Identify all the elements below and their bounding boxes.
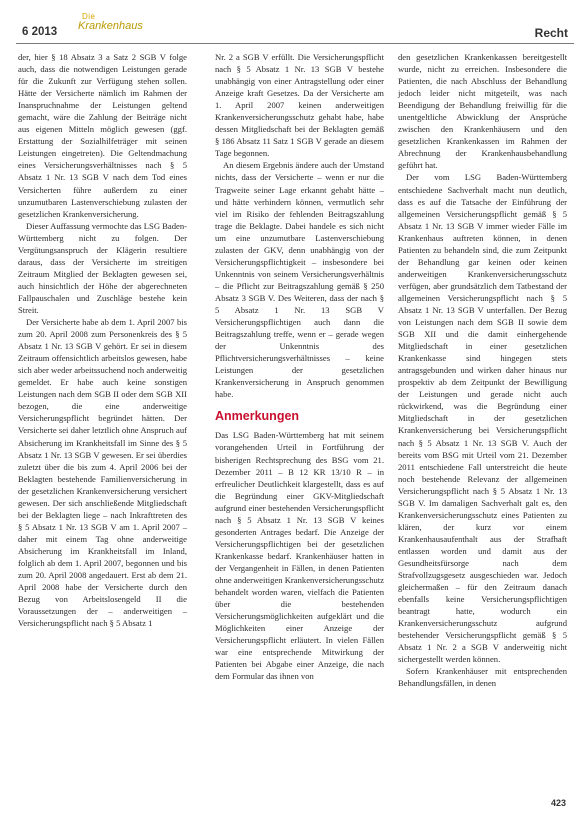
section-heading: Anmerkungen	[215, 409, 300, 424]
paragraph: der, hier § 18 Absatz 3 a Satz 2 SGB V folge auch, dass die notwendigen Leistungen gerade für die Zukunft zur Verfügung stehen sollen. Hätte der Versicherte nämlich im Rahmen der Inanspruchnahme der Leistungen geltend gemacht, wäre die Zahlung der Beiträge nicht aus eigenen Mitteln möglich gewesen (ggf. Erstattung der Sozialhilfeträger mit seinen Leistungen eingetreten). Die Geltendmachung eines Versicherungsverhältnisses nach § 5 Absatz 1 Nr. 13 SGB V nach dem Tod eines Versicherten führe außerdem zu einer unzumutbaren Lastenverschiebung zulasten der gesetzlichen Krankenversicherung.	[18, 52, 187, 219]
paragraph: den gesetzlichen Krankenkassen bereitgestellt wurde, nicht zu erreichen. Insbesondere die Patienten, die nach Abschluss der Behandlung jedoch leider nicht mitgeteilt, was nach Beendigung der Behandlung freiwillig für die unentgeltliche Abwicklung der Ansprüche zwischen den Krankenhäusern und den gesetzlichen Krankenkassen im Rahmen der Abrechnung der Krankenhausbehandlung geführt hat.	[398, 52, 567, 171]
logo-main-text: Krankenhaus	[78, 20, 143, 32]
page-number: 423	[550, 798, 566, 808]
text-column-3	[398, 51, 567, 689]
paragraph: An diesem Ergebnis ändere auch der Umstand nichts, dass der Versicherte – wenn er nur die Tragweite seiner Lage erkannt gehabt hätte – und hätte verhindern können, vermutlich sehr viel im Risiko der fehlenden Beitragszahlung trage die Beklagte. Dabei handele es sich nicht um eine unzumutbare Lastenverschiebung zulasten der GKV, denn unabhängig von der Versicherungspflichtigkeit – insbesondere bei Unkenntnis von seinem Versicherungsverhältnis – die Pflicht zur Beitragszahlung gemäß § 250 Absatz 3 SGB V. Des Weiteren, dass der nach § 5 Absatz 1 Nr. 13 SGB V Versicherungspflichtigen auch dann die Beitragszahlung treffe, wenn er – gerade wegen der Unkenntnis des Pflichtversicherungsverhältnisses – keine Leistungen der gesetzlichen Krankenversicherung in Anspruch genommen habe.	[215, 160, 384, 400]
header-rule	[16, 43, 574, 44]
issue-number: 6 2013	[22, 26, 58, 38]
text-column-1	[18, 51, 187, 629]
paragraph: Dieser Auffassung vermochte das LSG Baden-Württemberg nicht zu folgen. Der Vergütungsanspruch der Klägerin resultiere daraus, dass der Versicherte im streitigen Zeitraum Mitglied der Beklagten gewesen sei, auch hinsichtlich der Höhe der abgerechneten Fallpauschalen und Zuschläge bestehe kein Streit.	[18, 220, 187, 315]
page-header	[0, 0, 584, 46]
text-column-2	[215, 51, 384, 682]
paragraph: Sofern Krankenhäuser mit entsprechenden Behandlungsfällen, in denen	[398, 666, 567, 689]
paragraph: Der Versicherte habe ab dem 1. April 2007 bis zum 20. April 2008 zum Personenkreis des § 5 Absatz 1 Nr. 13 SGB V gehört. Er sei in diesem Zeitraum offensichtlich arbeitslos gewesen, habe sich aber weder arbeitssuchend noch anderweitig gemeldet. Er habe auch keine sonstigen Leistungen nach dem SGB II oder dem SGB XII bezogen, die eine anderweitige Versicherungspflicht begründet hätten. Der Versicherte sei daher letztlich ohne Anspruch auf Absicherung im Krankheitsfall im Sinne des § 5 Absatz 1 Nr. 13 SGB V gewesen. Er sei überdies zuletzt über die bis zum 4. April 2006 bei der Beklagten bestehende Familienversicherung in der gesetzlichen Krankenversicherung versichert gewesen. Der sich anschließende Mitgliedschaft bei der Beklagten liege – nach Inkrafttreten des § 5 Absatz 1 Nr. 13 SGB V am 1. April 2007 – daher mit einem Tag ohne anderweitige Absicherung im Krankheitsfall im Inland, folglich ab dem 1. April 2007, begonnen und bis zum 20. April 2008 angedauert. Erst ab dem 21. April 2008 habe der Versicherte durch den Bezug von Arbeitslosengeld II die Voraussetzungen der – anderweitigen – Versicherungspflicht nach § 5 Absatz 1	[18, 317, 187, 629]
journal-logo	[78, 12, 148, 42]
paragraph: Der vom LSG Baden-Württemberg entschiedene Sachverhalt macht nun deutlich, dass es auf die Tatsache der Einführung der allgemeinen Versicherungspflicht gemäß § 5 Absatz 1 Nr. 13 SGB V immer wieder Fälle im Krankenhaus auftreten können, in denen Patienten zu behandeln sind, die zum Zeitpunkt der Behandlung gar keinen oder keinen anderweitigen Krankenversicherungsschutz verfügen, aber grundsätzlich dem Tatbestand der allgemeinen Versicherungspflicht nach § 5 Absatz 1 Nr. 13 SGB V unterfallen. Der Bezug von Leistungen nach dem SGB II sowie dem SGB XII und die damit einhergehende Mitgliedschaft in einer gesetzlichen Krankenkasse sind hingegen stets antragsgebunden und wirken daher hinaus nur prospektiv ab dem Zeitpunkt der Bewilligung der Leistungen und gerade nicht auch rückwirkend, was die Begründung einer Mitgliedschaft in der gesetzlichen Krankenversicherung bei Versicherungspflicht nach § 5 Absatz 1 Nr. 13 SGB V. Auch der bereits vom BSG mit Urteil vom 21. Dezember 2011 entschiedene Fall unterstreicht die heute noch bestehende Relevanz der allgemeinen Versicherungspflicht nach § 5 Absatz 1 Nr. 13 SGB V. Im damaligen Sachverhalt galt es, den Krankenversicherungsschutz eines Patienten zu klären, der kurz vor einem Krankenhausaufenthalt aus der Strafhaft entlassen worden und damit aus der Gesundheitsfürsorge nach dem Strafvollzugsgesetz ausgeschieden war. Jedoch gleichermaßen – für den Zeitraum danach ebenfalls keine Versicherungspflichtigen beantragt hatte, wodurch ein Krankenversicherungsschutz aufgrund bestehender Versicherungspflicht gemäß § 5 Absatz 1 Nr. 2 a SGB V anderweitig nicht sichergestellt werden können.	[398, 172, 567, 665]
paragraph: Nr. 2 a SGB V erfüllt. Die Versicherungspflicht nach § 5 Absatz 1 Nr. 13 SGB V bestehe unabhängig von einer Antragstellung oder einer Anzeige kraft Gesetzes. Da der Versicherte am 1. April 2007 keinen anderweitigen Krankenversicherungsschutz gehabt habe, habe dessen Mitgliedschaft bei der Beklagten gemäß § 186 Absatz 11 Satz 1 SGB V gerade an diesem Tage begonnen.	[215, 52, 384, 159]
paragraph: Das LSG Baden-Württemberg hat mit seinem vorangehenden Urteil in Fortführung der bisherigen Rechtsprechung des BSG vom 21. Dezember 2011 – B 12 KR 13/10 R – in erfreulicher Deutlichkeit klargestellt, dass es auf die Begründung einer GKV-Mitgliedschaft aufgrund einer bestehenden Versicherungspflicht nach § 5 Absatz 1 Nr. 13 SGB V keines gesonderten Antrages bedarf. Die Anzeige der Versicherungspflichtigen bei der gesetzlichen Krankenkasse bedarf. Krankenhäuser hatten in der Vergangenheit in Fällen, in denen Patienten ohne anderweitigen Krankenversicherungsschutz behandelt worden waren, vielfach die Patienten über die bestehenden Versicherungsmöglichkeiten aufgeklärt und die Möglichkeiten einer Anzeige der Versicherungspflicht erläutert. In vielen Fällen war eine entsprechende Mitwirkung der Patienten bei Abgabe einer Anzeige, die nach dem Formular das ihnen von	[215, 430, 384, 682]
section-title: Recht	[534, 26, 568, 40]
logo-top-text: Die	[82, 12, 96, 21]
